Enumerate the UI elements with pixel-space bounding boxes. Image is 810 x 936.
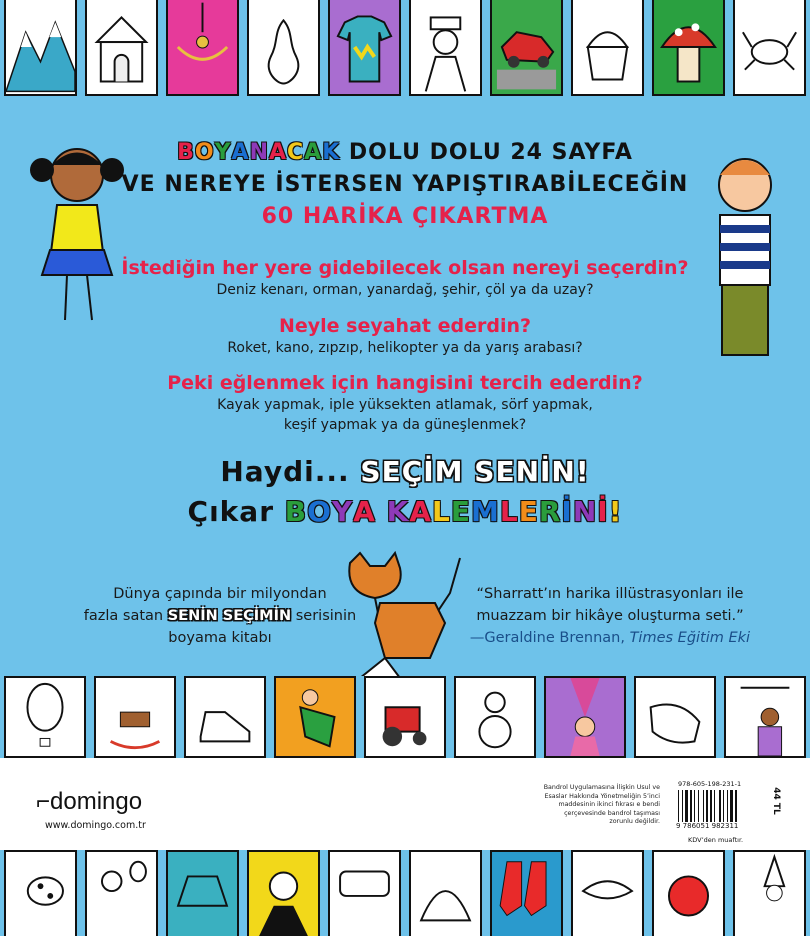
rainbow-letter: İ (597, 495, 609, 528)
superhero-tile (274, 676, 356, 758)
top-illustration-strip (0, 0, 810, 96)
blurb-pre: fazla satan (83, 608, 164, 624)
igloo-tile (409, 850, 482, 936)
rainbow-letter: E (450, 495, 471, 528)
snowman-tile (454, 676, 536, 758)
rainbow-letter: N (572, 495, 598, 528)
price-label: 44 TL (770, 787, 781, 815)
answer-3a: Kayak yapmak, iple yüksekten atlamak, sörf yapmak, (217, 397, 593, 413)
picnic-food-tile (328, 850, 401, 936)
cta-line2 (0, 495, 810, 528)
blurb-line3: boyama kitabı (168, 630, 272, 646)
review-attribution (450, 627, 770, 649)
pharaoh-tile (409, 0, 482, 96)
mountain-tile (4, 0, 77, 96)
princess-tile (544, 676, 626, 758)
barcode-bar (685, 790, 688, 822)
garden-gnome-tile (733, 850, 806, 936)
sneaker-tile (184, 676, 266, 758)
rainbow-letter: C (287, 140, 305, 165)
publisher-logo (36, 788, 142, 816)
barcode-digits: 9 786051 982311 (676, 822, 739, 830)
barcode-bar (723, 790, 724, 822)
barcode-bar (727, 790, 728, 822)
barcode-bar (735, 790, 737, 822)
rainbow-letter: N (249, 140, 269, 165)
rainbow-letter: A (304, 140, 323, 165)
review-source: Times Eğitim Eki (629, 630, 751, 646)
tomato-tile (652, 850, 725, 936)
barcode-bar (703, 790, 704, 822)
headline-line1 (0, 140, 810, 165)
barcode-bar (719, 790, 721, 822)
rocking-horse-tile (94, 676, 176, 758)
headline-line2: VE NEREYE İSTERSEN YAPIŞTIRABİLECEĞİN (121, 172, 689, 197)
publisher-website: www.domingo.com.tr (45, 820, 146, 831)
question-3: Peki eğlenmek için hangisini tercih ederdin? (167, 372, 643, 394)
rainbow-letter: Y (331, 495, 354, 528)
cta-line1 (0, 455, 810, 488)
review-author: —Geraldine Brennan, (469, 630, 625, 646)
series-blurb (70, 583, 370, 649)
dalmatian-tile (4, 850, 77, 936)
rainbow-letter: K (322, 140, 341, 165)
rainbow-letter: R (538, 495, 562, 528)
rainbow-letter: K (386, 495, 410, 528)
rainbow-letter: A (231, 140, 250, 165)
barcode-bar (730, 790, 733, 822)
headline-rest: DOLU DOLU 24 SAYFA (340, 140, 633, 165)
cta-secim: SEÇİM SENİN! (360, 455, 590, 488)
vat-notice: KDV’den muaftır. (688, 836, 744, 844)
barcode-bar (694, 790, 695, 822)
review-quote (450, 583, 770, 649)
question-1: İstediğin her yere gidebilecek olsan nereyi seçerdin? (121, 257, 689, 279)
clog-tile (634, 676, 716, 758)
socks-tile (490, 850, 563, 936)
cta-haydi: Haydi... (220, 455, 350, 488)
answer-3b: keşif yapmak ya da güneşlenmek? (283, 417, 527, 433)
barcode-bar (714, 790, 715, 822)
barcode-bar (710, 790, 712, 822)
rainbow-letter: A (268, 140, 288, 165)
barcode-bar (682, 790, 683, 822)
rainbow-letter: L (432, 495, 451, 528)
rainbow-letter: Y (214, 140, 232, 165)
rainbow-letter: A (353, 495, 376, 528)
headline-line3: 60 HARİKA ÇIKARTMA (261, 204, 549, 229)
series-name: SENİN SEÇİMİN (167, 608, 292, 624)
vampire-tile (247, 850, 320, 936)
review-line1: “Sharratt’ın harika illüstrasyonları ile (476, 586, 744, 602)
car-tile (490, 0, 563, 96)
bucket-hat-tile (166, 850, 239, 936)
tractor-tile (364, 676, 446, 758)
isbn-number: 978-605-198-231-1 (678, 780, 742, 788)
dog-house-tile (85, 0, 158, 96)
cupcake-tile (571, 0, 644, 96)
logo-text: domingo (50, 788, 143, 815)
barcode-bar (706, 790, 708, 822)
rainbow-letter: E (518, 495, 539, 528)
barcode-bar (690, 790, 692, 822)
barcode-bar (698, 790, 699, 822)
rainbow-letter: ! (608, 495, 623, 528)
bandrol-notice: Bandrol Uygulamasına İlişkin Usul ve Esaslar Hakkında Yönetmeliğin 5’inci maddesinin ikinci fıkrası e bendi çerçevesinde bandrol taşıması zorunlu değildir. (543, 784, 660, 825)
rainbow-letter: O (194, 140, 215, 165)
tennis-player-tile (85, 850, 158, 936)
tshirt-tile (328, 0, 401, 96)
back-cover-footer (0, 758, 810, 850)
answer-1: Deniz kenarı, orman, yanardağ, şehir, çöl ya da uzay? (216, 282, 594, 298)
hot-air-balloon-tile (4, 676, 86, 758)
cta-kalem (387, 495, 623, 528)
bird-tile (571, 850, 644, 936)
pear-tile (247, 0, 320, 96)
middle-illustration-strip (0, 676, 810, 758)
barcode-bar (678, 790, 679, 822)
rainbow-letter: A (409, 495, 432, 528)
construction-worker-tile (724, 676, 806, 758)
review-line2: muazzam bir hikâye oluşturma seti.” (476, 608, 744, 624)
blurb-post: serisinin (295, 608, 357, 624)
bottom-illustration-strip (0, 850, 810, 936)
blurb-line2 (70, 605, 370, 627)
crab-tile (733, 0, 806, 96)
rainbow-letter: İ (561, 495, 573, 528)
rainbow-letter: B (177, 140, 195, 165)
rainbow-letter: O (307, 495, 332, 528)
rainbow-word (177, 140, 340, 165)
mushroom-house-tile (652, 0, 725, 96)
rainbow-letter: B (284, 495, 308, 528)
blurb-line1: Dünya çapında bir milyondan (113, 586, 327, 602)
rainbow-letter: L (499, 495, 519, 528)
answer-2: Roket, kano, zıpzıp, helikopter ya da yarış arabası? (227, 340, 583, 356)
cta-cikar: Çıkar (187, 495, 275, 528)
rainbow-letter: M (470, 495, 500, 528)
logo-mark: ⌐ (36, 788, 51, 815)
question-2: Neyle seyahat ederdin? (278, 315, 532, 337)
chandelier-tile (166, 0, 239, 96)
cta-boya (285, 495, 376, 528)
